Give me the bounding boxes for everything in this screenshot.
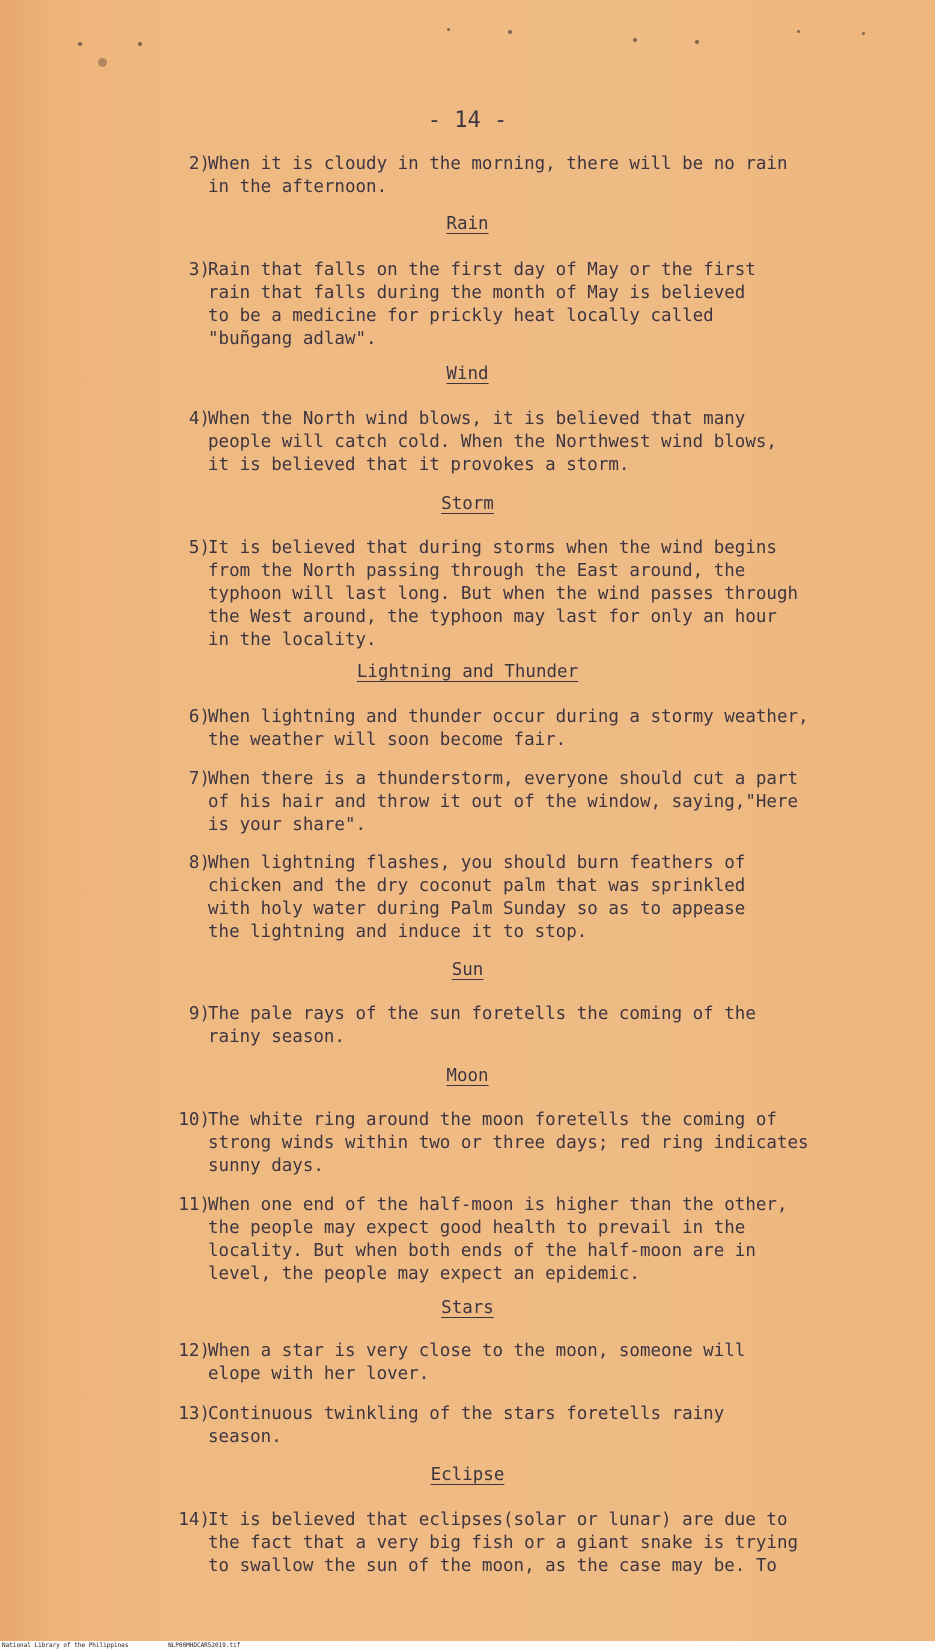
speck [98, 58, 107, 67]
speck [138, 42, 142, 46]
scan-footer [0, 1641, 935, 1650]
list-item [170, 1403, 830, 1449]
section-heading-sun: Sun [451, 960, 484, 980]
list-item [170, 1109, 830, 1178]
item-number: 8) [188, 853, 210, 873]
list-item [170, 768, 830, 837]
page-number: - 14 - [427, 108, 508, 133]
list-item [170, 537, 830, 652]
footer-file: NLP00MHDCAR52019.tif [168, 1642, 241, 1649]
speck [78, 42, 82, 46]
item-text: When there is a thunderstorm, everyone should cut a part of his hair and throw it out of the window, saying,"Here is your share". [208, 769, 799, 835]
item-text: When lightning flashes, you should burn feathers of chicken and the dry coconut palm that was sprinkled with holy water during Palm Sunday so as to appease the lightning and induce it to stop. [208, 853, 746, 942]
item-number: 4) [188, 409, 210, 429]
list-item [170, 408, 830, 477]
item-number: 12) [178, 1341, 210, 1361]
item-text: It is believed that during storms when the wind begins from the North passing through the East around, the typhoon will last long. But when the wind passes through the West around, the typhoon may last for only an hour in the locality. [208, 538, 799, 650]
item-number: 13) [178, 1404, 210, 1424]
item-number: 14) [178, 1510, 210, 1530]
item-number: 3) [188, 260, 210, 280]
list-item [170, 1509, 830, 1578]
item-number: 10) [178, 1110, 210, 1130]
list-item [170, 1340, 830, 1386]
section-heading-moon: Moon [446, 1066, 489, 1086]
item-text: The white ring around the moon foretells the coming of strong winds within two or three days; red ring indicates sunny days. [208, 1110, 809, 1176]
list-item [170, 706, 830, 752]
item-text: It is believed that eclipses(solar or lunar) are due to the fact that a very big fish or a giant snake is trying to swallow the sun of the moon, as the case may be. To [208, 1510, 799, 1576]
item-number: 2) [188, 154, 210, 174]
speck [447, 28, 450, 31]
section-heading-rain: Rain [446, 214, 489, 234]
speck [797, 30, 800, 33]
list-item [170, 1003, 830, 1049]
item-text: When it is cloudy in the morning, there will be no rain in the afternoon. [208, 154, 788, 197]
speck [695, 40, 699, 44]
section-heading-storm: Storm [441, 494, 494, 514]
item-number: 6) [188, 707, 210, 727]
section-heading-lightning: Lightning and Thunder [356, 662, 579, 682]
item-text: The pale rays of the sun foretells the coming of the rainy season. [208, 1004, 756, 1047]
speck [633, 38, 637, 42]
list-item [170, 259, 830, 351]
item-text: Continuous twinkling of the stars foretells rainy season. [208, 1404, 725, 1447]
speck [508, 30, 512, 34]
item-text: Rain that falls on the first day of May or the first rain that falls during the month of May is believed to be a medicine for prickly heat locally called "buñgang adlaw". [208, 260, 756, 349]
item-number: 5) [188, 538, 210, 558]
section-heading-stars: Stars [441, 1298, 494, 1318]
speck [862, 32, 865, 35]
item-text: When the North wind blows, it is believed that many people will catch cold. When the Northwest wind blows, it is believed that it provokes a storm. [208, 409, 777, 475]
item-number: 11) [178, 1195, 210, 1215]
section-heading-eclipse: Eclipse [430, 1465, 505, 1485]
item-text: When one end of the half-moon is higher than the other, the people may expect good health to prevail in the locality. But when both ends of the half-moon are in level, the people may expect an epidemic. [208, 1195, 788, 1284]
item-text: When lightning and thunder occur during a stormy weather, the weather will soon become fair. [208, 707, 809, 750]
item-text: When a star is very close to the moon, someone will elope with her lover. [208, 1341, 746, 1384]
section-heading-wind: Wind [446, 364, 489, 384]
footer-library: National Library of the Philippines [2, 1642, 129, 1649]
list-item [170, 153, 830, 199]
item-number: 7) [188, 769, 210, 789]
item-number: 9) [188, 1004, 210, 1024]
list-item [170, 1194, 830, 1286]
list-item [170, 852, 830, 944]
